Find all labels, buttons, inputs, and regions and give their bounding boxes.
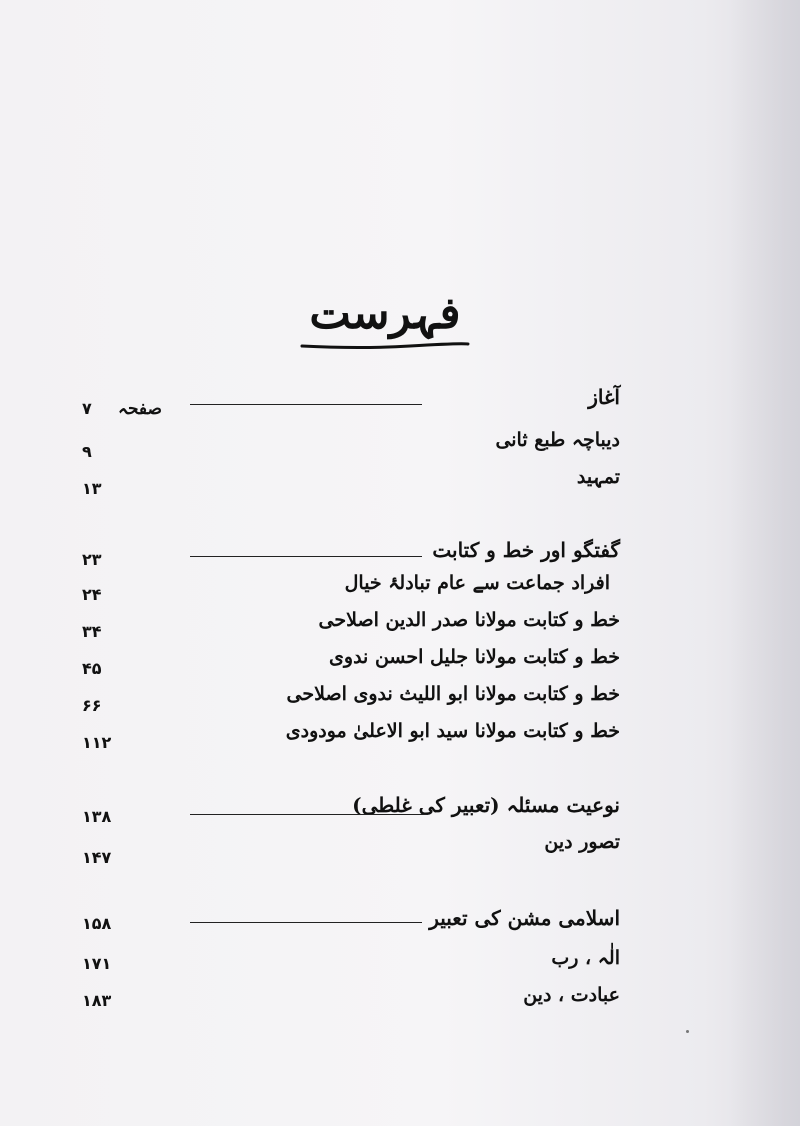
toc-entry (60, 943, 620, 973)
toc-entry-page: ۱۳ (82, 479, 102, 498)
toc-entry-page: ۱۸۳ (82, 991, 112, 1010)
toc-entry (60, 425, 620, 461)
page-column-label: صفحہ (118, 399, 162, 419)
toc-entry-page: ۶۶ (82, 696, 102, 715)
toc-entry-page: ۱۱۲ (82, 733, 112, 752)
section-rule (190, 404, 422, 405)
toc-entry-page: ۱۴۷ (82, 848, 112, 867)
toc-entry (60, 642, 620, 678)
toc-entry-title: گفتگو اور خط و کتابت (432, 538, 620, 562)
section-rule (190, 814, 428, 815)
toc-entry-page: ۱۵۸ (82, 914, 112, 933)
toc-entry-page: ۲۳ (82, 550, 102, 569)
toc-entry-title: خط و کتابت مولانا صدر الدین اصلاحی (318, 609, 620, 631)
toc-entry-page: ۱۷۱ (82, 954, 112, 973)
toc-entry-title: الٰہ ، رب (551, 947, 620, 969)
page-title: فہرست (309, 288, 461, 339)
toc-entry-title: دیباچہ طبع ثانی (495, 429, 620, 451)
print-speck (686, 1030, 689, 1033)
toc-entry (60, 568, 610, 604)
toc-entry-title: خط و کتابت مولانا جلیل احسن ندوی (329, 646, 620, 668)
toc-entry-page: ۴۵ (82, 659, 102, 678)
toc-entry-page: ۱۳۸ (82, 807, 112, 826)
toc-entry-page: ۳۴ (82, 622, 102, 641)
page-edge-shadow (730, 0, 800, 1126)
toc-entry (60, 790, 620, 826)
toc-entry (60, 903, 620, 933)
toc-entry-title: اسلامی مشن کی تعبیر (429, 906, 620, 930)
toc-entry-title: افراد جماعت سے عام تبادلۂ خیال (344, 572, 610, 594)
section-rule (190, 922, 422, 923)
toc-entry-title: عبادت ، دین (523, 984, 620, 1006)
toc-entry-title: نوعیت مسئلہ (تعبیر کی غلطی) (352, 793, 620, 817)
toc-entry-page: ۲۴ (82, 585, 102, 604)
toc-entry-title: خط و کتابت مولانا سید ابو الاعلیٰ مودودی (285, 720, 620, 742)
section-rule (190, 556, 422, 557)
toc-entry-title: خط و کتابت مولانا ابو اللیث ندوی اصلاحی (286, 683, 620, 705)
toc-entry (60, 535, 620, 569)
toc-entry (60, 827, 620, 867)
title-underline-flourish (300, 340, 470, 350)
toc-entry-page: ۹ (82, 442, 92, 461)
toc-entry (60, 605, 620, 641)
toc-entry-title: آغاز (588, 385, 620, 409)
toc-entry (60, 980, 620, 1010)
toc-entry (60, 462, 620, 498)
toc-entry (60, 716, 620, 752)
toc-entry-page: ۷ (82, 399, 92, 418)
toc-entry-title: تصور دین (544, 831, 620, 853)
toc-entry (60, 679, 620, 715)
toc-entry-title: تمہید (576, 466, 620, 488)
